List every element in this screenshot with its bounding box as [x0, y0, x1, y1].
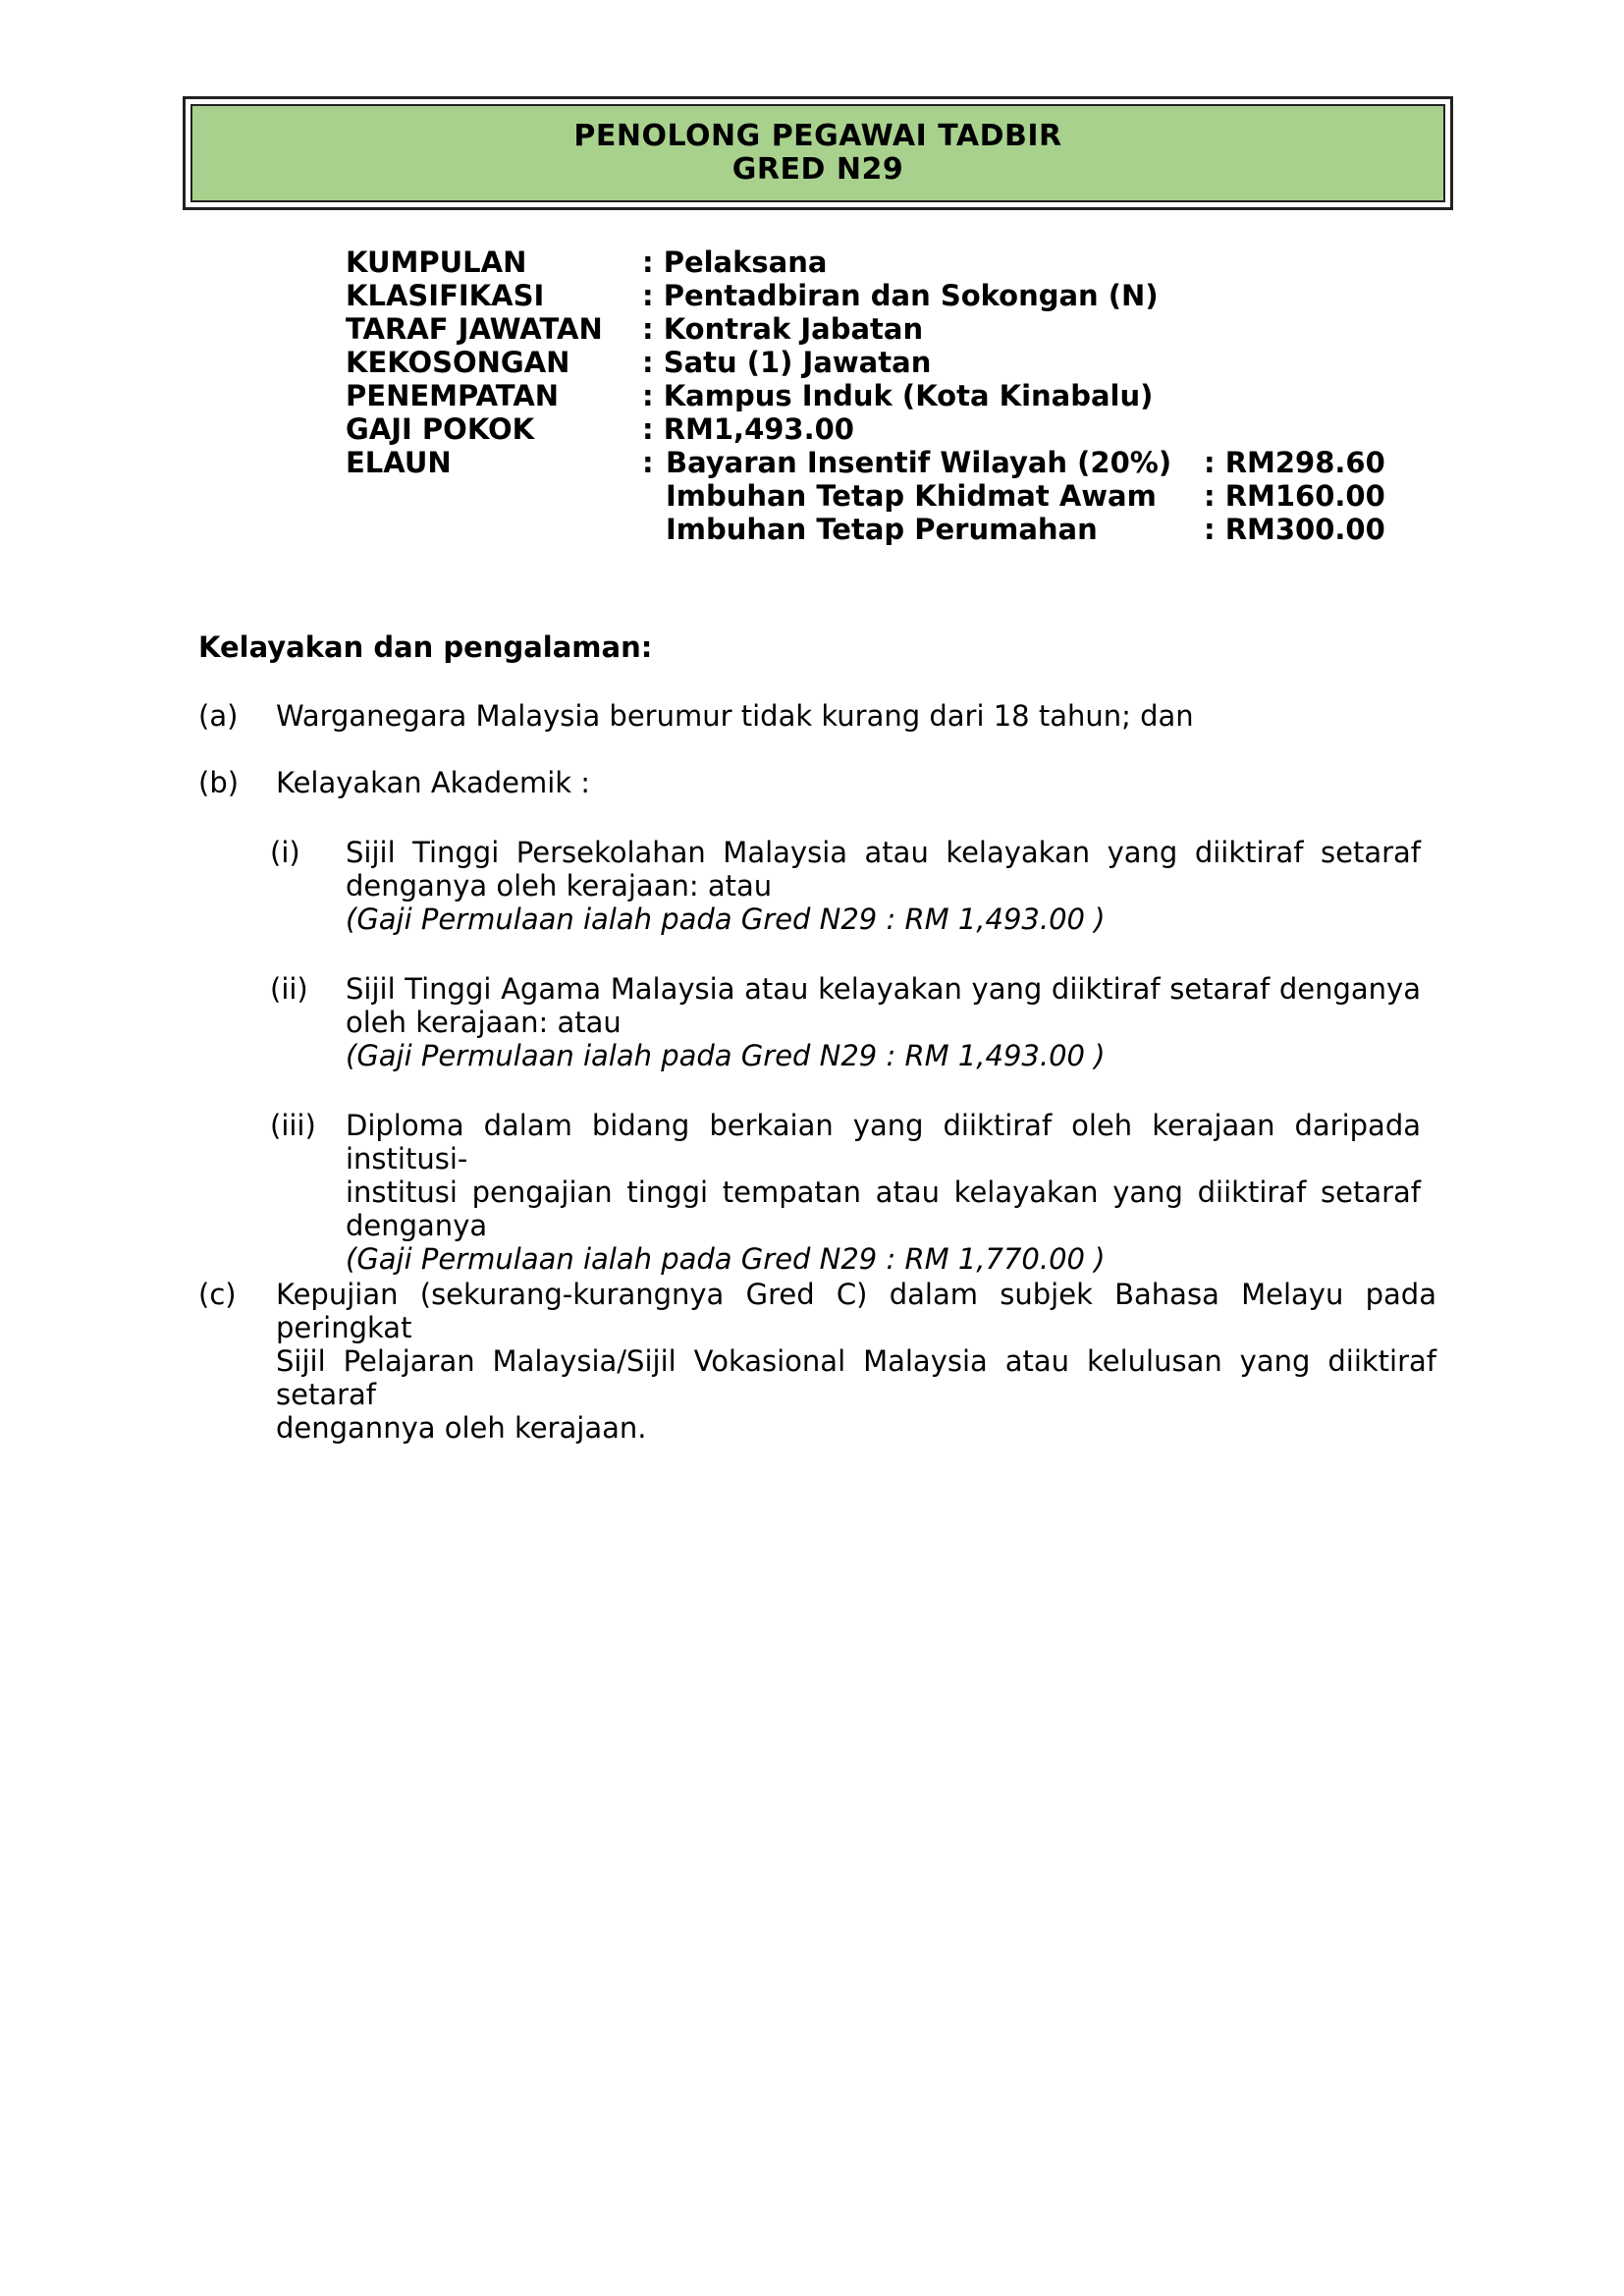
qualifications-heading: Kelayakan dan pengalaman:	[198, 630, 653, 664]
item-line: Kelayakan Akademik :	[276, 766, 591, 799]
item-line: Warganegara Malaysia berumur tidak kurang dari 18 tahun; dan	[276, 699, 1194, 733]
item-line: Sijil Pelajaran Malaysia/Sijil Vokasional Malaysia atau kelulusan yang diiktiraf setaraf	[276, 1344, 1436, 1411]
item-line: oleh kerajaan: atau	[346, 1006, 622, 1039]
allowance-name: Bayaran Insentif Wilayah (20%)	[666, 446, 1172, 479]
info-label: ELAUN	[346, 446, 452, 479]
item-line: Sijil Tinggi Persekolahan Malaysia atau kelayakan yang diiktiraf setaraf	[346, 836, 1421, 869]
item-line: institusi pengajian tinggi tempatan atau kelayakan yang diiktiraf setaraf	[346, 1175, 1421, 1209]
info-value: : Kampus Induk (Kota Kinabalu)	[642, 379, 1154, 412]
item-line: Sijil Tinggi Agama Malaysia atau kelayakan yang diiktiraf setaraf denganya	[346, 972, 1421, 1006]
info-label: PENEMPATAN	[346, 379, 560, 412]
info-label: TARAF JAWATAN	[346, 312, 603, 346]
info-label: GAJI POKOK	[346, 412, 535, 446]
subitem-label-ii: (ii)	[270, 972, 308, 1006]
info-label: KUMPULAN	[346, 246, 527, 279]
starting-salary-note: (Gaji Permulaan ialah pada Gred N29 : RM 1,770.00 )	[346, 1242, 1106, 1276]
job-title: PENOLONG PEGAWAI TADBIR	[573, 119, 1062, 153]
item-text-a	[276, 699, 1421, 733]
info-label: KLASIFIKASI	[346, 279, 545, 312]
subitem-text-i	[346, 836, 1421, 936]
info-value: : Kontrak Jabatan	[642, 312, 924, 346]
subitem-label-i: (i)	[270, 836, 300, 869]
info-value: : Satu (1) Jawatan	[642, 346, 932, 379]
item-line: Diploma dalam bidang berkaian yang diiktiraf oleh kerajaan daripada institusi-	[346, 1109, 1421, 1175]
starting-salary-note: (Gaji Permulaan ialah pada Gred N29 : RM 1,493.00 )	[346, 1039, 1106, 1072]
job-grade: GRED N29	[731, 152, 904, 187]
item-label-a: (a)	[198, 699, 239, 733]
item-text-b	[276, 766, 1421, 799]
title-banner	[190, 104, 1445, 202]
allowance-name: Imbuhan Tetap Khidmat Awam	[666, 479, 1157, 513]
item-label-c: (c)	[198, 1278, 237, 1311]
allowance-amount: : RM298.60	[1204, 446, 1385, 479]
info-value: : Pelaksana	[642, 246, 828, 279]
info-value: : RM1,493.00	[642, 412, 854, 446]
allowance-amount: : RM160.00	[1204, 479, 1385, 513]
subitem-text-iii	[346, 1109, 1421, 1276]
item-text-c	[276, 1278, 1436, 1445]
allowance-name: Imbuhan Tetap Perumahan	[666, 513, 1098, 546]
info-label: KEKOSONGAN	[346, 346, 570, 379]
item-line: denganya	[346, 1209, 488, 1242]
subitem-label-iii: (iii)	[270, 1109, 316, 1142]
info-value: :	[642, 446, 654, 479]
item-line: Kepujian (sekurang-kurangnya Gred C) dalam subjek Bahasa Melayu pada peringkat	[276, 1278, 1436, 1344]
item-line: dengannya oleh kerajaan.	[276, 1411, 647, 1445]
allowance-amount: : RM300.00	[1204, 513, 1385, 546]
item-label-b: (b)	[198, 766, 240, 799]
title-box	[183, 96, 1453, 210]
item-line: denganya oleh kerajaan: atau	[346, 869, 773, 902]
starting-salary-note: (Gaji Permulaan ialah pada Gred N29 : RM 1,493.00 )	[346, 902, 1106, 936]
info-value: : Pentadbiran dan Sokongan (N)	[642, 279, 1159, 312]
subitem-text-ii	[346, 972, 1421, 1072]
